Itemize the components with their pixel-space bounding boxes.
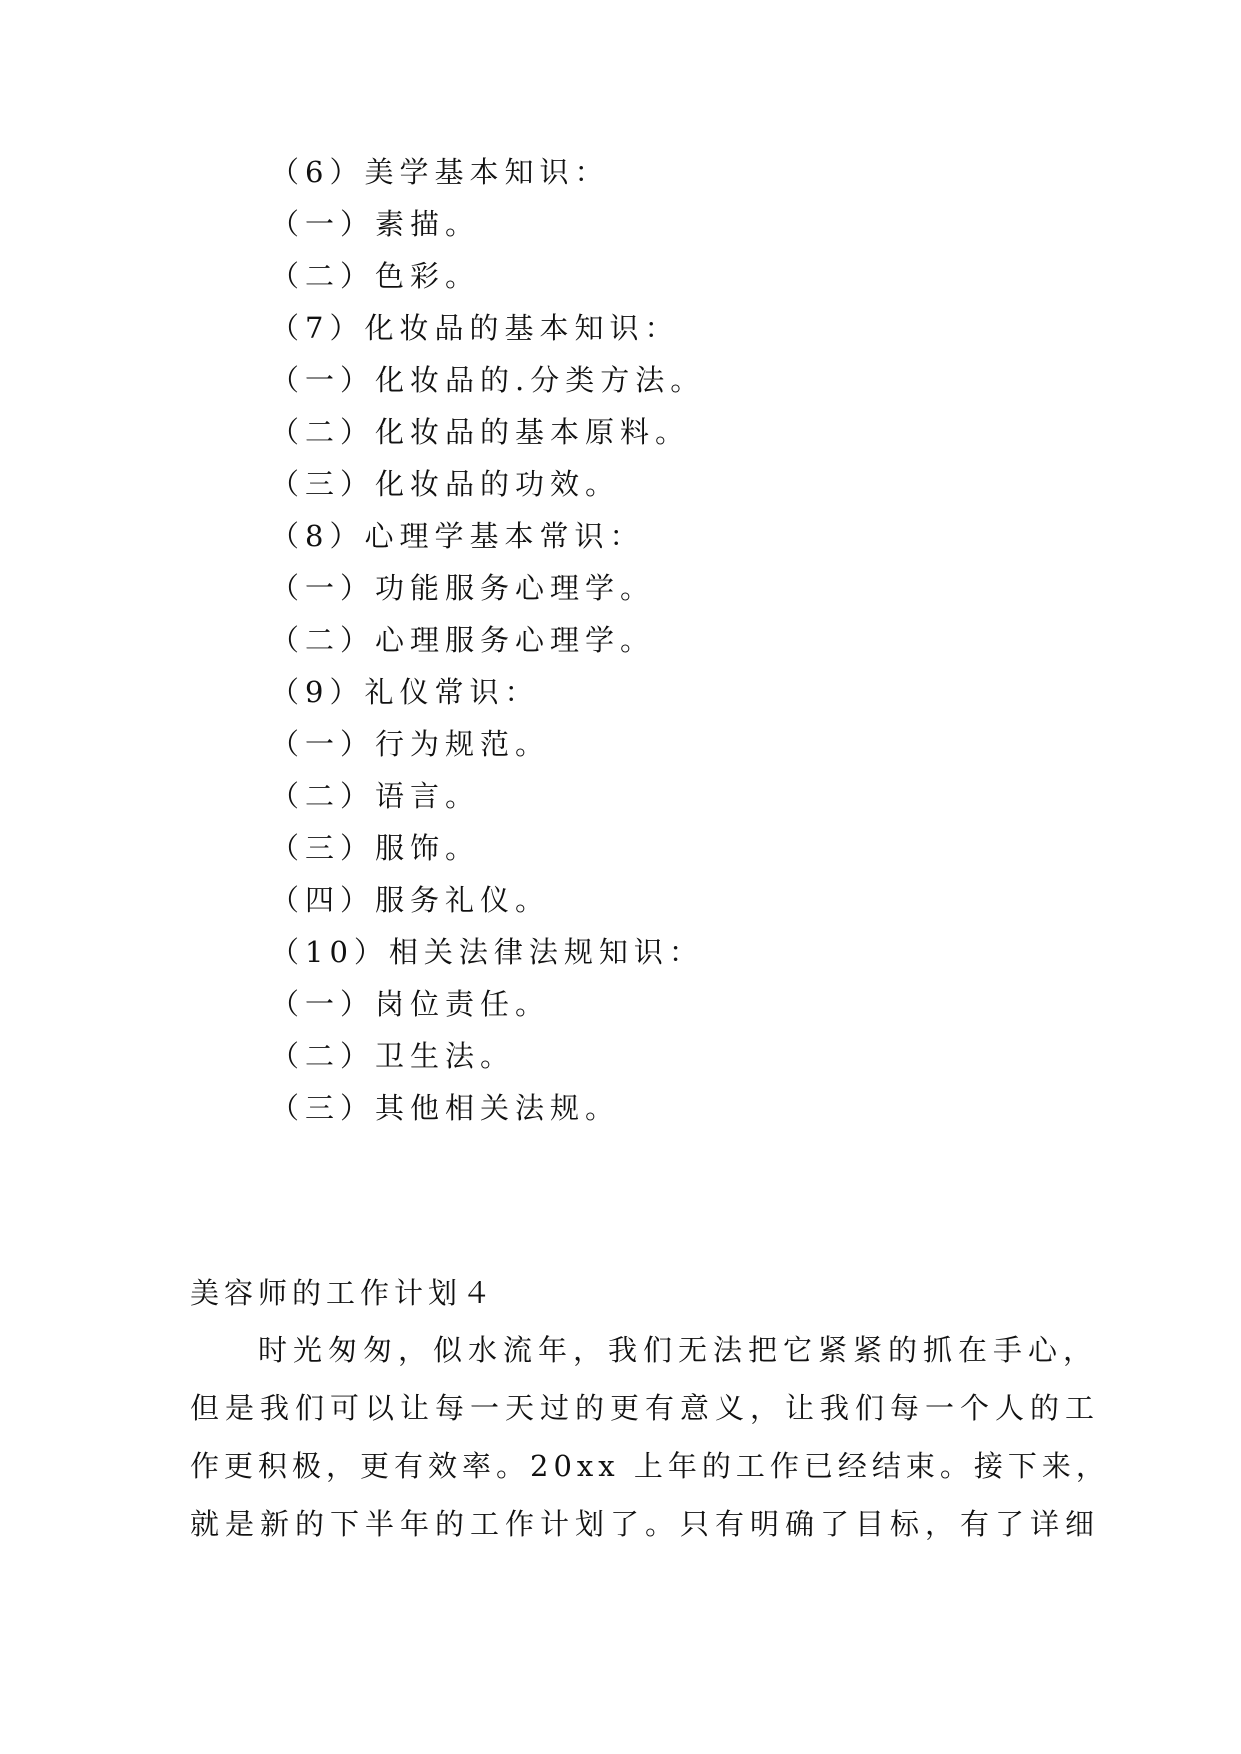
paragraph-line: 就是新的下半年的工作计划了。只有明确了目标，有了详细	[190, 1507, 1101, 1541]
list-item-cosmetics-heading: （7）化妆品的基本知识：	[270, 311, 680, 345]
list-item-health-law: （二）卫生法。	[270, 1039, 516, 1073]
paragraph-line: 但是我们可以让每一天过的更有意义，让我们每一个人的工	[190, 1391, 1101, 1425]
section-heading: 美容师的工作计划４	[190, 1276, 497, 1310]
list-item-attire: （三）服饰。	[270, 831, 481, 865]
list-item-etiquette-heading: （9）礼仪常识：	[270, 675, 540, 709]
list-item-other-regulations: （三）其他相关法规。	[270, 1091, 621, 1125]
list-item-behavior: （一）行为规范。	[270, 727, 551, 761]
list-item-cosmetics-efficacy: （三）化妆品的功效。	[270, 467, 621, 501]
list-item-service-psychology: （二）心理服务心理学。	[270, 623, 656, 657]
paragraph-line: 作更积极，更有效率。20xx 上年的工作已经结束。接下来，	[190, 1449, 1110, 1483]
list-item-color: （二）色彩。	[270, 259, 481, 293]
paragraph-line: 时光匆匆，似水流年，我们无法把它紧紧的抓在手心，	[258, 1333, 1099, 1367]
list-item-service-etiquette: （四）服务礼仪。	[270, 883, 551, 917]
list-item-cosmetics-classification: （一）化妆品的.分类方法。	[270, 363, 706, 397]
list-item-psychology-heading: （8）心理学基本常识：	[270, 519, 645, 553]
list-item-sketch: （一）素描。	[270, 207, 481, 241]
list-item-cosmetics-ingredients: （二）化妆品的基本原料。	[270, 415, 691, 449]
list-item-language: （二）语言。	[270, 779, 481, 813]
list-item-job-responsibility: （一）岗位责任。	[270, 987, 551, 1021]
list-item-functional-psychology: （一）功能服务心理学。	[270, 571, 656, 605]
list-item-aesthetics-heading: （6）美学基本知识：	[270, 155, 610, 189]
list-item-law-heading: （10）相关法律法规知识：	[270, 935, 704, 969]
